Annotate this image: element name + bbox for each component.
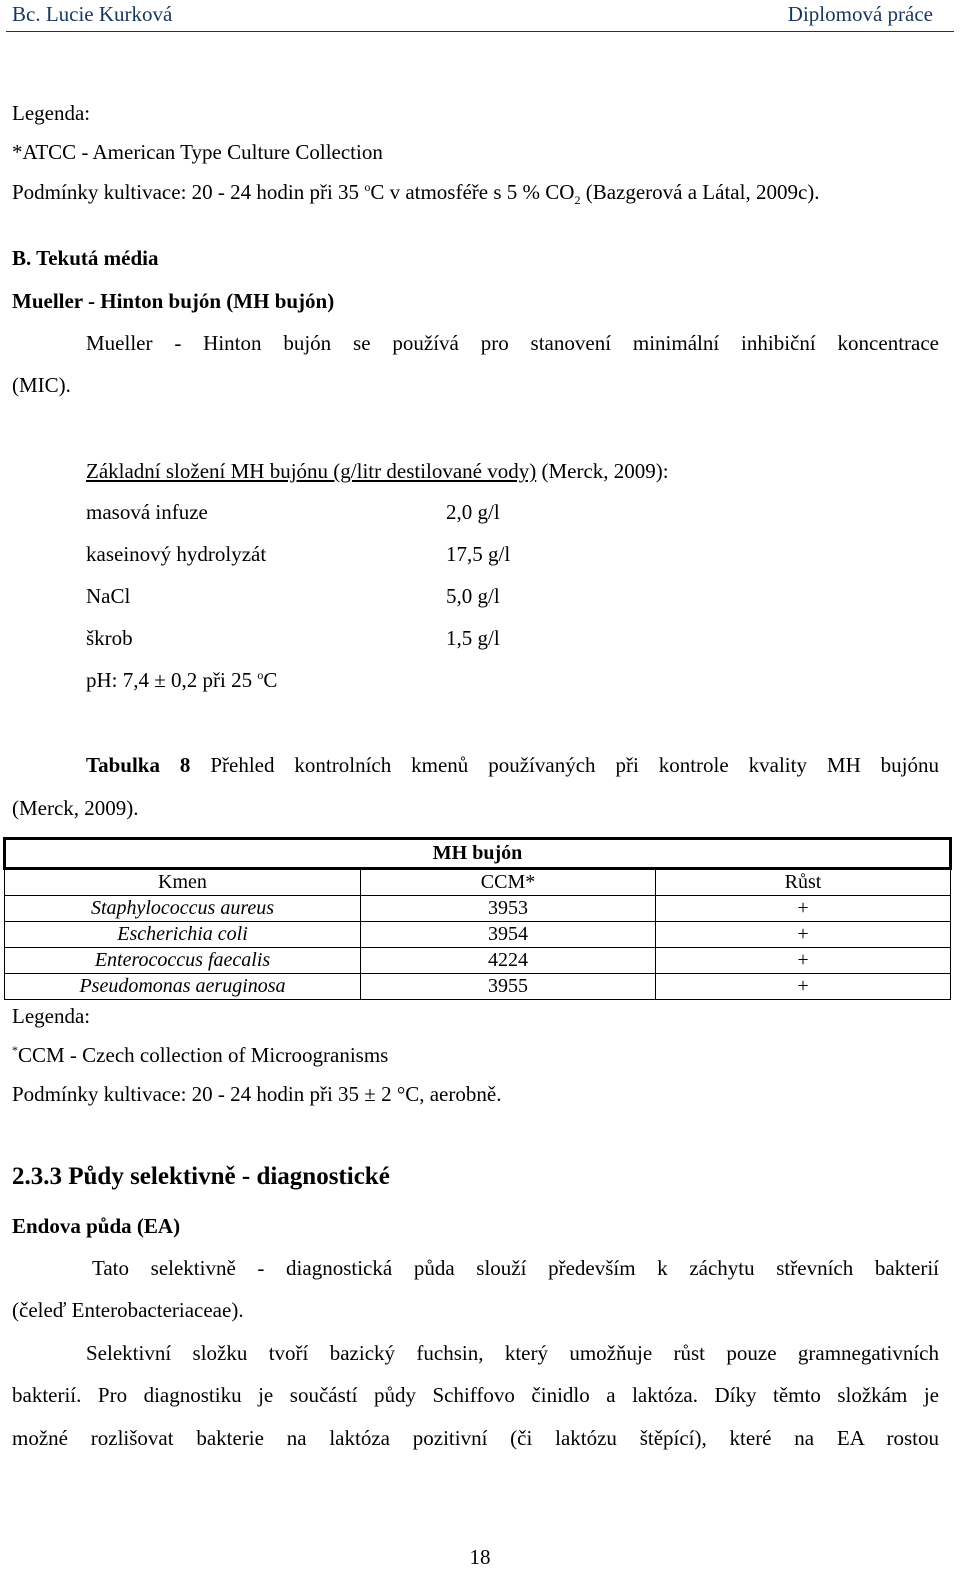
column-header-ccm: CCM*: [361, 869, 656, 896]
header-document-type: Diplomová práce: [787, 2, 933, 26]
section-b-title: B. Tekutá média: [12, 246, 159, 270]
mh-intro-line2: (MIC).: [12, 373, 71, 397]
legend2-conditions: Podmínky kultivace: 20 - 24 hodin při 35 ± 2 °C, aerobně.: [12, 1082, 502, 1106]
composition-heading-underlined: Základní složení MH bujónu (g/litr destilované vody): [86, 459, 537, 483]
ingredient-value: 17,5 g/l: [446, 542, 511, 566]
ph-unit: C: [263, 668, 278, 692]
strain-name: Staphylococcus aureus: [5, 896, 361, 922]
section-233-subtitle: Endova půda (EA): [12, 1214, 181, 1238]
legend-title: Legenda:: [12, 101, 91, 125]
endo-para2-line3: možné rozlišovat bakterie na laktóza pozitivní (či laktózu štěpící), které na EA rostou: [12, 1426, 939, 1450]
endo-para1-line1: Tato selektivně - diagnostická půda slouží především k záchytu střevních bakterií: [92, 1256, 939, 1280]
ingredient-value: 5,0 g/l: [446, 584, 500, 608]
strain-name: Enterococcus faecalis: [5, 948, 361, 974]
ingredient-value: 1,5 g/l: [446, 626, 500, 650]
ph-value: [86, 668, 277, 693]
composition-heading: [86, 459, 669, 484]
endo-para1-line2: (čeleď Enterobacteriaceae).: [12, 1298, 244, 1322]
column-header-strain: Kmen: [5, 869, 361, 896]
cultivation-text-mid: C v atmosféře s 5 % CO: [370, 180, 575, 204]
ccm-number: 4224: [361, 948, 656, 974]
strain-name: Escherichia coli: [5, 922, 361, 948]
section-b-subtitle: Mueller - Hinton bujón (MH bujón): [12, 289, 335, 313]
table-title-row: [5, 839, 951, 869]
growth-result: +: [656, 922, 951, 948]
ingredient-name: kaseinový hydrolyzát: [86, 542, 267, 566]
legend2-ccm: [12, 1043, 388, 1068]
cultivation-text: Podmínky kultivace: 20 - 24 hodin při 35: [12, 180, 365, 204]
table-caption-line2: (Merck, 2009).: [12, 796, 139, 820]
table-header-row: [5, 869, 951, 896]
ccm-number: 3955: [361, 974, 656, 1000]
table-row: [5, 974, 951, 1000]
table-row: [5, 948, 951, 974]
table-row: [5, 896, 951, 922]
ingredient-name: masová infuze: [86, 500, 208, 524]
growth-result: +: [656, 948, 951, 974]
growth-result: +: [656, 896, 951, 922]
ingredient-name: NaCl: [86, 584, 131, 608]
table-caption-line1: [86, 753, 939, 778]
header-author: Bc. Lucie Kurková: [12, 2, 173, 26]
ccm-number: 3954: [361, 922, 656, 948]
endo-para2-line1: Selektivní složku tvoří bazický fuchsin, který umožňuje růst pouze gramnegativních: [86, 1341, 939, 1365]
ph-text: pH: 7,4 ± 0,2 při 25: [86, 668, 258, 692]
ingredient-value: 2,0 g/l: [446, 500, 500, 524]
table-title: MH bujón: [5, 839, 951, 869]
degree-sup: o: [364, 180, 371, 194]
growth-result: +: [656, 974, 951, 1000]
section-233-title: 2.3.3 Půdy selektivně - diagnostické: [12, 1163, 390, 1190]
endo-para2-line2: bakterií. Pro diagnostiku je součástí půdy Schiffovo činidlo a laktóza. Díky těmto složkám je: [12, 1383, 939, 1407]
table-row: [5, 922, 951, 948]
legend2-title: Legenda:: [12, 1004, 91, 1028]
legend-atcc: *ATCC - American Type Culture Collection: [12, 140, 383, 164]
ccm-definition: CCM - Czech collection of Microogranisms: [18, 1043, 389, 1067]
co2-sub: 2: [574, 193, 581, 208]
table-caption-text: Přehled kontrolních kmenů používaných při kontrole kvality MH bujónu: [190, 753, 939, 777]
degree-sup: o: [257, 668, 264, 682]
control-strains-table: [3, 837, 952, 1000]
asterisk-sup: *: [12, 1043, 18, 1057]
ccm-number: 3953: [361, 896, 656, 922]
strain-name: Pseudomonas aeruginosa: [5, 974, 361, 1000]
column-header-growth: Růst: [656, 869, 951, 896]
cultivation-conditions: [12, 180, 820, 208]
mh-intro-line1: Mueller - Hinton bujón se používá pro stanovení minimální inhibiční koncentrace: [86, 331, 939, 355]
ingredient-name: škrob: [86, 626, 133, 650]
cultivation-source: (Bazgerová a Látal, 2009c).: [580, 180, 820, 204]
table-caption-label: Tabulka 8: [86, 753, 191, 777]
header-divider: [6, 31, 954, 32]
page-number: 18: [469, 1545, 491, 1569]
composition-heading-source: (Merck, 2009):: [536, 459, 669, 483]
